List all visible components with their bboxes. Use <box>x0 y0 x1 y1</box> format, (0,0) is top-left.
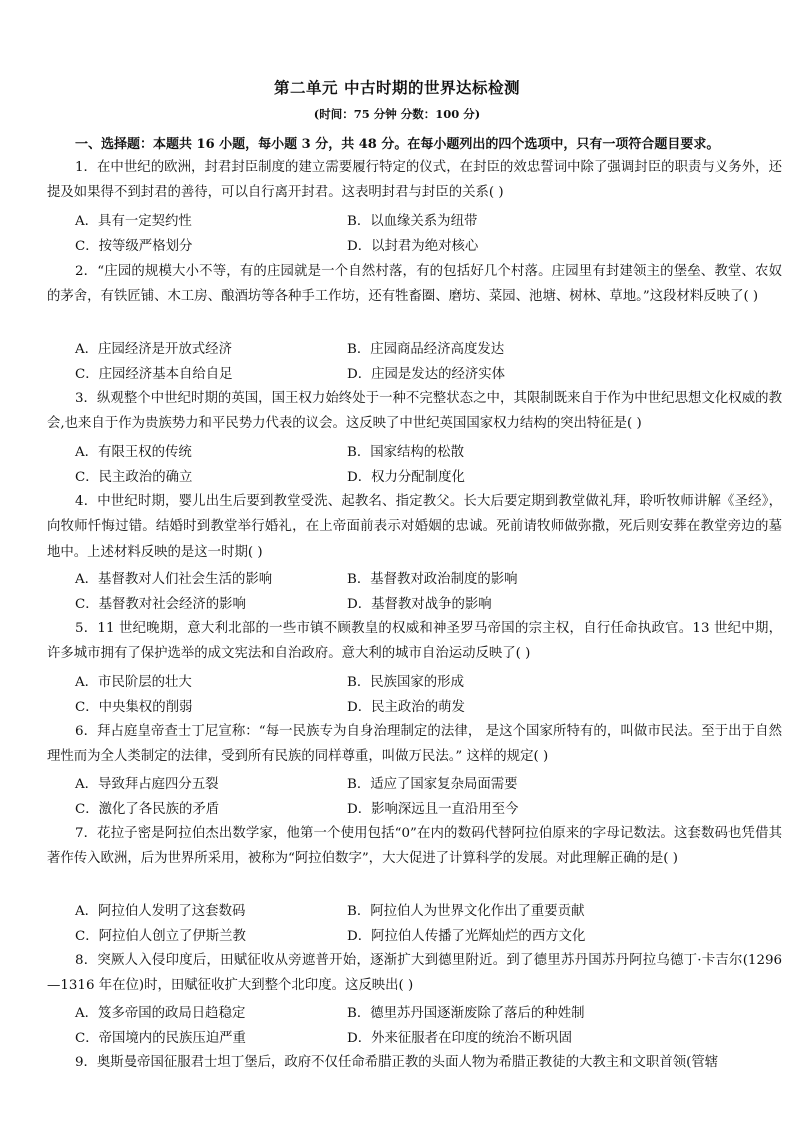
question-4: 4．中世纪时期，婴儿出生后要到教堂受洗、起教名、指定教父。长大后要定期到教堂做礼拜，聆听牧师讲解《圣经》，向牧师忏悔过错。结婚时到教堂举行婚礼，在上帝面前表示对婚姻的忠诚。死前请牧师做弥撒，死后则安葬在教堂旁边的墓地中。上述材料反映的是这一时期( ) <box>47 494 782 560</box>
option-a: A．有限王权的传统 <box>75 445 192 460</box>
option-c: C．中央集权的削弱 <box>75 700 193 715</box>
option-b: B．基督教对政治制度的影响 <box>347 572 518 587</box>
option-c: C．庄园经济基本自给自足 <box>75 367 233 382</box>
question-3: 3．纵观整个中世纪时期的英国，国王权力始终处于一种不完整状态之中，其限制既来自于作为中世纪思想文化权威的教会,也来自于作为贵族势力和平民势力代表的议会。这反映了中世纪英国国家权力结构的突出特征是( ) <box>47 391 782 432</box>
option-b: B．国家结构的松散 <box>347 445 464 460</box>
question-2-options-row-2 <box>75 363 775 387</box>
option-d: D．以封君为绝对核心 <box>347 239 479 254</box>
page-title: 第二单元 中古时期的世界达标检测 <box>274 78 520 97</box>
option-b: B．适应了国家复杂局面需要 <box>347 777 518 792</box>
question-1-options-row-1 <box>75 210 775 234</box>
question-2: 2．“庄园的规模大小不等，有的庄园就是一个自然村落，有的包括好几个村落。庄园里有封建领主的堡垒、教堂、农奴的茅舍，有铁匠铺、木工房、酿酒坊等各种手工作坊，还有牲畜圈、磨坊、菜园、池塘、树林、草地。”这段材料反映了( ) <box>47 264 782 305</box>
option-d: D．基督教对战争的影响 <box>347 597 492 612</box>
option-b: B．以血缘关系为纽带 <box>347 214 478 229</box>
question-5-options-row-2 <box>75 696 775 720</box>
option-d: D．权力分配制度化 <box>347 470 465 485</box>
section-heading: 一、选择题：本题共 16 小题，每小题 3 分，共 48 分。在每小题列出的四个选项中，只有一项符合题目要求。 <box>75 137 720 152</box>
option-a: A．笈多帝国的政局日趋稳定 <box>75 1006 246 1021</box>
question-2-options-row-1 <box>75 338 775 362</box>
question-5-options-row-1 <box>75 671 775 695</box>
option-b: B．民族国家的形成 <box>347 675 464 690</box>
question-1-options-row-2 <box>75 235 775 259</box>
option-b: B．阿拉伯人为世界文化作出了重要贡献 <box>347 904 585 919</box>
option-c: C．帝国境内的民族压迫严重 <box>75 1031 246 1046</box>
question-8-options-row-1 <box>75 1002 775 1026</box>
question-5: 5．11 世纪晚期，意大利北部的一些市镇不顾教皇的权威和神圣罗马帝国的宗主权，自行任命执政官。13 世纪中期，许多城市拥有了保护选举的成文宪法和自治政府。意大利的城市自治运动反映了( ) <box>47 621 782 662</box>
question-9: 9．奥斯曼帝国征服君士坦丁堡后，政府不仅任命希腊正教的头面人物为希腊正教徒的大教主和文职首领(管辖 <box>75 1055 719 1070</box>
option-c: C．按等级严格划分 <box>75 239 193 254</box>
question-8-options-row-2 <box>75 1027 775 1051</box>
question-6: 6．拜占庭皇帝查士丁尼宣称：“每一民族专为自身治理制定的法律， 是这个国家所特有的，叫做市民法。至于出于自然理性而为全人类制定的法律，受到所有民族的同样尊重，叫做万民法。” 这样的规定( ) <box>47 724 782 765</box>
option-d: D．外来征服者在印度的统治不断巩固 <box>347 1031 572 1046</box>
question-6-options-row-2 <box>75 798 775 822</box>
option-c: C．阿拉伯人创立了伊斯兰教 <box>75 929 246 944</box>
option-c: C．激化了各民族的矛盾 <box>75 802 220 817</box>
option-d: D．影响深远且一直沿用至今 <box>347 802 519 817</box>
option-a: A．市民阶层的壮大 <box>75 675 192 690</box>
option-c: C．民主政治的确立 <box>75 470 193 485</box>
question-4-options-row-2 <box>75 593 775 617</box>
question-7-options-row-2 <box>75 925 775 949</box>
option-a: A．庄园经济是开放式经济 <box>75 342 232 357</box>
question-7-options-row-1 <box>75 900 775 924</box>
option-d: D．庄园是发达的经济实体 <box>347 367 506 382</box>
option-a: A．具有一定契约性 <box>75 214 192 229</box>
question-6-options-row-1 <box>75 773 775 797</box>
option-d: D．阿拉伯人传播了光辉灿烂的西方文化 <box>347 929 586 944</box>
option-a: A．基督教对人们社会生活的影响 <box>75 572 273 587</box>
question-3-options-row-2 <box>75 466 775 490</box>
option-b: B．庄园商品经济高度发达 <box>347 342 505 357</box>
question-3-options-row-1 <box>75 441 775 465</box>
question-8: 8．突厥人入侵印度后，田赋征收从旁遮普开始，逐渐扩大到德里附近。到了德里苏丹国苏丹阿拉乌德丁·卡吉尔(1296—1316 年在位)时，田赋征收扩大到整个北印度。这反映出( ) <box>47 953 782 994</box>
option-c: C．基督教对社会经济的影响 <box>75 597 246 612</box>
option-a: A．导致拜占庭四分五裂 <box>75 777 219 792</box>
option-a: A．阿拉伯人发明了这套数码 <box>75 904 246 919</box>
option-d: D．民主政治的萌发 <box>347 700 465 715</box>
exam-time-score: (时间：75 分钟 分数：100 分) <box>313 107 481 121</box>
question-4-options-row-1 <box>75 568 775 592</box>
question-1: 1．在中世纪的欧洲，封君封臣制度的建立需要履行特定的仪式，在封臣的效忠誓词中除了强调封臣的职责与义务外，还提及如果得不到封君的善待，可以自行离开封君。这表明封君与封臣的关系( ) <box>47 160 782 201</box>
option-b: B．德里苏丹国逐渐废除了落后的种姓制 <box>347 1006 585 1021</box>
question-7: 7．花拉子密是阿拉伯杰出数学家，他第一个使用包括“0”在内的数码代替阿拉伯原来的字母记数法。这套数码也凭借其著作传入欧洲，后为世界所采用，被称为“阿拉伯数字”，大大促进了计算科学的发展。对此理解正确的是( ) <box>47 826 782 867</box>
